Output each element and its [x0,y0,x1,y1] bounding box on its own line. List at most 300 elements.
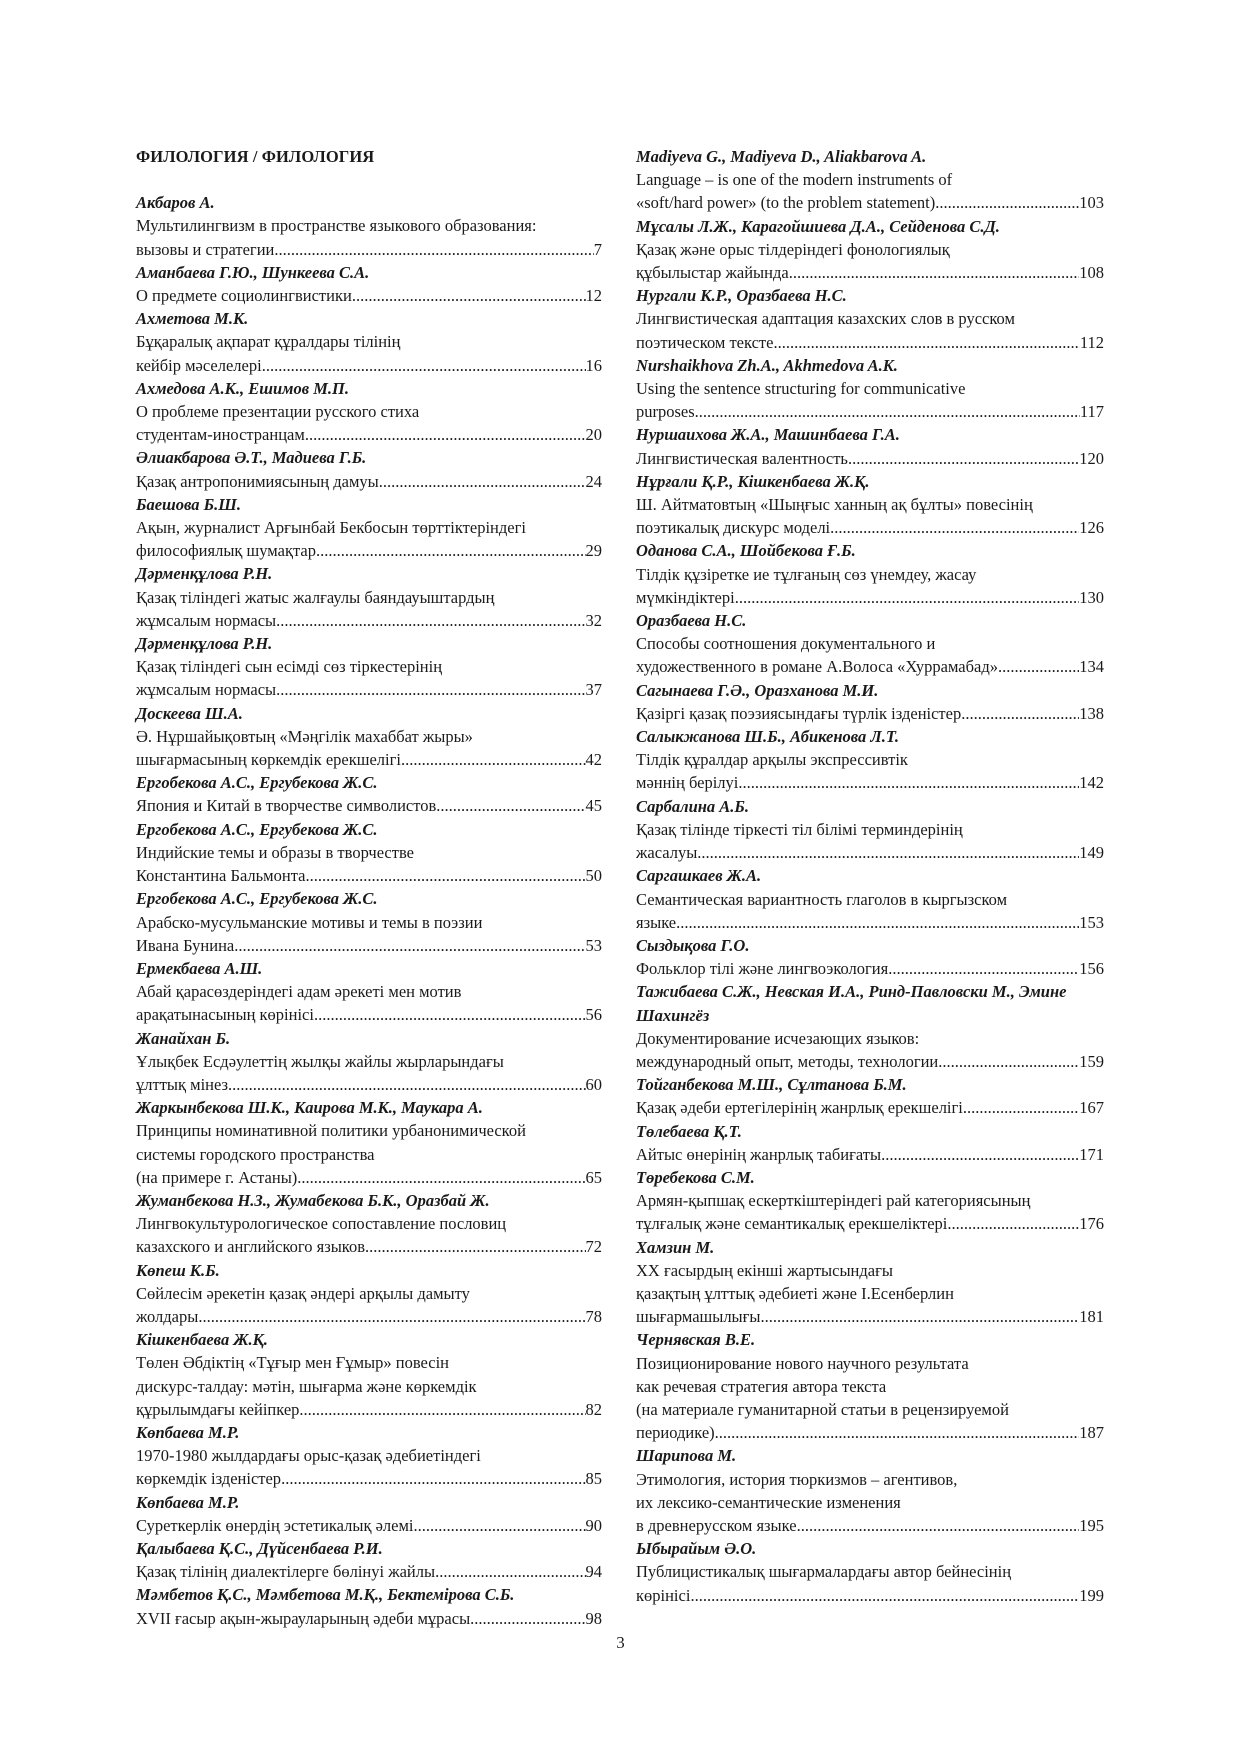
toc-entry [136,1537,602,1583]
entry-authors: Ергобекова А.С., Ергубекова Ж.С. [136,819,378,839]
entry-authors: Хамзин М. [636,1237,715,1257]
dot-leader [935,191,1079,214]
entry-title-line [636,1096,1104,1119]
entry-title-text: жұмсалым нормасы [136,680,277,700]
entry-authors: Көпеш К.Б. [136,1260,220,1280]
entry-title-text: студентам-иностранцам [136,425,305,445]
entry-authors: Аманбаева Г.Ю., Шункеева С.А. [136,262,370,282]
entry-page-number: 50 [585,866,602,886]
toc-list-left [136,191,602,1630]
entry-title-text: Айтыс өнерінің жанрлық табиғаты [636,1144,882,1164]
entry-title-text: казахского и английского языков [136,1237,366,1257]
entry-page-number: 98 [585,1608,602,1628]
entry-title-line: Публицистикалық шығармалардағы автор бейнесінің [636,1562,1012,1582]
toc-column-right [636,145,1104,1607]
entry-title-line: Способы соотношения документального и [636,634,936,654]
entry-title-line: дискурс-талдау: мәтін, шығарма және көркемдік [136,1376,477,1396]
entry-authors: Нургали К.Р., Оразбаева Н.С. [636,286,847,306]
entry-authors: Әлиакбарова Ә.Т., Мадиева Г.Б. [136,448,367,468]
toc-entry [136,1189,602,1259]
entry-page-number: 82 [585,1399,602,1419]
entry-title-line [136,1003,602,1026]
entry-title-line: системы городского пространства [136,1144,375,1164]
entry-title-line [636,516,1104,539]
entry-title-line [636,841,1104,864]
toc-entry [636,1328,1104,1444]
entry-title-text: мүмкіндіктері [636,587,735,607]
dot-leader [305,864,585,887]
dot-leader [470,1607,585,1630]
entry-title-line [136,1467,602,1490]
entry-title-line [636,1305,1104,1328]
toc-entry [636,354,1104,424]
toc-entry [136,1421,602,1491]
dot-leader [436,794,585,817]
entry-authors: Шарипова М. [636,1446,737,1466]
entry-page-number: 181 [1079,1307,1104,1327]
entry-page-number: 156 [1079,959,1104,979]
toc-list-right [636,145,1104,1607]
entry-title-line [636,191,1104,214]
entry-page-number: 94 [585,1562,602,1582]
entry-title-line: Бұқаралық ақпарат құралдары тілінің [136,332,401,352]
entry-title-line [136,1607,602,1630]
toc-entry [636,1236,1104,1329]
entry-title-line [636,771,1104,794]
entry-page-number: 90 [585,1515,602,1535]
entry-title-line: 1970-1980 жылдардағы орыс-қазақ әдебиетіндегі [136,1446,481,1466]
dot-leader [414,1514,586,1537]
entry-page-number: 171 [1079,1144,1104,1164]
dot-leader [676,911,1079,934]
entry-authors: Баешова Б.Ш. [136,494,241,514]
toc-entry [636,609,1104,679]
entry-title-line [136,1073,602,1096]
entry-title-line: Индийские темы и образы в творчестве [136,842,414,862]
toc-entry [136,702,602,772]
toc-entry [636,864,1104,934]
toc-entry [136,1259,602,1329]
dot-leader [305,423,586,446]
entry-title-text: Фольклор тілі және лингвоэкология [636,959,889,979]
entry-authors: Жанайхан Б. [136,1028,231,1048]
dot-leader [797,1514,1080,1537]
entry-title-line [636,1514,1104,1537]
entry-title-line: қазақтың ұлттық әдебиеті және І.Есенберлин [636,1283,954,1303]
entry-page-number: 32 [585,610,602,630]
dot-leader [276,678,585,701]
entry-authors: Салыкжанова Ш.Б., Абикенова Л.Т. [636,727,900,747]
entry-page-number: 29 [585,541,602,561]
dot-leader [888,957,1079,980]
toc-entry [636,934,1104,980]
entry-title-line [636,261,1104,284]
entry-title-line [636,1584,1104,1607]
entry-authors: Тойганбекова М.Ш., Сұлтанова Б.М. [636,1075,907,1095]
toc-entry [136,377,602,447]
entry-title-line: Language – is one of the modern instruments of [636,170,953,190]
entry-title-text: кейбір мәселелері [136,355,262,375]
entry-title-line: XX ғасырдың екінші жартысындағы [636,1260,893,1280]
entry-authors: Көпбаева М.Р. [136,1422,240,1442]
dot-leader [234,934,585,957]
entry-title-text: (на примере г. Астаны) [136,1167,298,1187]
dot-leader [961,702,1079,725]
entry-title-line [636,957,1104,980]
toc-entry [136,887,602,957]
toc-entry [636,145,1104,215]
dot-leader [274,238,593,261]
entry-page-number: 176 [1079,1214,1104,1234]
entry-title-line: Ақын, журналист Арғынбай Бекбосын төрттіктеріндегі [136,518,526,538]
entry-title-text: Суреткерлік өнердің эстетикалық әлемі [136,1515,414,1535]
toc-entry [636,539,1104,609]
toc-entry [636,1120,1104,1166]
entry-title-line: Қазақ және орыс тілдеріндегі фонологиялық [636,239,950,259]
entry-page-number: 195 [1079,1515,1104,1535]
entry-authors: Қалыбаева Қ.С., Дүйсенбаева Р.И. [136,1538,383,1558]
entry-title-line [136,934,602,957]
entry-authors: Көпбаева М.Р. [136,1492,240,1512]
entry-title-text: в древнерусском языке [636,1515,797,1535]
entry-title-text: Лингвистическая валентность [636,448,848,468]
entry-title-line [636,1050,1104,1073]
toc-entry [136,1328,602,1421]
entry-page-number: 117 [1079,402,1104,422]
entry-title-line: Армян-қыпшақ ескерткіштеріндегі рай категориясының [636,1191,1031,1211]
entry-page-number: 20 [585,425,602,445]
dot-leader [697,841,1079,864]
dot-leader [715,1421,1080,1444]
entry-page-number: 159 [1079,1051,1104,1071]
entry-page-number: 120 [1079,448,1104,468]
toc-entry [636,980,1104,1073]
dot-leader [881,1143,1079,1166]
entry-title-line: Документирование исчезающих языков: [636,1028,920,1048]
dot-leader [379,470,586,493]
entry-authors: Дәрменқұлова Р.Н. [136,564,273,584]
dot-leader [401,748,586,771]
entry-title-line [636,1212,1104,1235]
entry-page-number: 12 [585,286,602,306]
entry-authors: Мұсалы Л.Ж., Карагойшиева Д.А., Сейденова С.Д. [636,216,1000,236]
entry-title-line: Қазақ тіліндегі сын есімді сөз тіркестерінің [136,657,443,677]
entry-title-line [636,1143,1104,1166]
toc-entry [136,562,602,632]
entry-title-line: Этимология, история тюркизмов – агентивов, [636,1469,958,1489]
toc-entry [136,307,602,377]
entry-title-text: языке [636,912,677,932]
entry-title-text: жолдары [136,1306,199,1326]
entry-title-line [136,1398,602,1421]
page-number: 3 [616,1633,625,1652]
dot-leader [281,1467,585,1490]
entry-title-text: Ивана Бунина [136,935,235,955]
entry-authors: Ахметова М.К. [136,309,249,329]
dot-leader [276,609,585,632]
dot-leader [738,771,1079,794]
entry-title-line: Мультилингвизм в пространстве языкового образования: [136,216,537,236]
entry-page-number: 60 [585,1074,602,1094]
section-heading: ФИЛОЛОГИЯ / ФИЛОЛОГИЯ [136,147,375,166]
entry-title-text: тұлғалық және семантикалық ерекшеліктері [636,1214,948,1234]
entry-page-number: 56 [585,1005,602,1025]
dot-leader [789,261,1080,284]
entry-title-line: Қазақ тіліндегі жатыс жалғаулы баяндауыштардың [136,587,495,607]
dot-leader [773,331,1079,354]
dot-leader [998,655,1079,678]
entry-title-text: көрінісі [636,1585,691,1605]
toc-entry [636,1537,1104,1607]
entry-title-line [136,284,602,307]
entry-title-line: Абай қарасөздеріндегі адам әрекеті мен мотив [136,982,462,1002]
entry-title-line: Позиционирование нового научного результата [636,1353,969,1373]
entry-title-line [636,655,1104,678]
entry-authors: Тажибаева С.Ж., Невская И.А., Ринд-Павловски М., Эмине Шахингёз [636,982,1067,1025]
entry-title-text: художественного в романе А.Волоса «Хуррамабад» [636,657,998,677]
entry-title-line [136,1235,602,1258]
entry-title-line: (на материале гуманитарной статьи в рецензируемой [636,1399,1009,1419]
toc-entry [636,215,1104,285]
entry-title-line [636,1421,1104,1444]
entry-title-text: Қазақ әдеби ертегілерінің жанрлық ерекшелігі [636,1098,963,1118]
entry-title-line: Сөйлесім әрекетін қазақ әндері арқылы дамыту [136,1283,470,1303]
toc-entry [136,493,602,563]
dot-leader [947,1212,1079,1235]
entry-title-text: поэтикалық дискурс моделі [636,518,831,538]
toc-entry [636,679,1104,725]
entry-title-line: Тілдік құзіретке ие тұлғаның сөз үнемдеу, жасау [636,564,977,584]
entry-title-line [136,609,602,632]
entry-page-number: 126 [1079,518,1104,538]
entry-authors: Сыздықова Г.О. [636,935,750,955]
entry-page-number: 7 [593,239,602,259]
entry-page-number: 187 [1079,1423,1104,1443]
entry-title-line [136,539,602,562]
dot-leader [299,1398,585,1421]
dot-leader [690,1584,1079,1607]
entry-page-number: 72 [585,1237,602,1257]
entry-title-text: философиялық шумақтар [136,541,316,561]
entry-title-line [136,748,602,771]
entry-title-line: как речевая стратегия автора текста [636,1376,887,1396]
entry-authors: Сагынаева Г.Ә., Оразханова М.И. [636,680,879,700]
dot-leader [314,1003,586,1026]
entry-authors: Жаркынбекова Ш.К., Каирова М.К., Маукара А. [136,1098,483,1118]
entry-title-line: Лингвокультурологическое сопоставление пословиц [136,1214,507,1234]
entry-page-number: 85 [585,1469,602,1489]
entry-authors: Nurshaikhova Zh.A., Akhmedova A.K. [636,355,898,375]
dot-leader [435,1560,585,1583]
entry-authors: Сарбалина А.Б. [636,796,750,816]
toc-entry [636,725,1104,795]
entry-title-text: Япония и Китай в творчестве символистов [136,796,437,816]
entry-page-number: 199 [1079,1585,1104,1605]
entry-authors: Ахмедова А.К., Ешимов М.П. [136,378,349,398]
entry-title-line [136,864,602,887]
dot-leader [262,354,586,377]
entry-title-line: Тілдік құралдар арқылы экспрессивтік [636,750,908,770]
entry-title-text: арақатынасының көрінісі [136,1005,314,1025]
toc-entry [636,284,1104,354]
entry-authors: Акбаров А. [136,193,215,213]
toc-entry [636,423,1104,469]
entry-authors: Madiyeva G., Madiyeva D., Aliakbarova A. [636,147,927,166]
entry-page-number: 149 [1079,843,1104,863]
dot-leader [735,586,1080,609]
dot-leader [848,447,1079,470]
entry-title-text: Қазақ антропонимиясының дамуы [136,471,379,491]
toc-entry [136,191,602,261]
entry-title-line: О проблеме презентации русского стиха [136,402,420,422]
entry-authors: Оданова С.А., Шойбекова Ғ.Б. [636,541,856,561]
dot-leader [228,1073,585,1096]
entry-title-line: Ұлықбек Есдәулеттің жылқы жайлы жырларындағы [136,1051,504,1071]
entry-title-text: жұмсалым нормасы [136,610,277,630]
entry-page-number: 138 [1079,703,1104,723]
dot-leader [352,284,586,307]
toc-entry [136,1491,602,1537]
entry-authors: Төлебаева Қ.Т. [636,1121,742,1141]
entry-page-number: 24 [585,471,602,491]
entry-authors: Дәрменқұлова Р.Н. [136,634,273,654]
entry-page-number: 108 [1079,263,1104,283]
entry-authors: Мәмбетов Қ.С., Мәмбетова М.Қ., Бектемірова С.Б. [136,1585,515,1605]
entry-title-line [136,1560,602,1583]
toc-entry [636,795,1104,865]
entry-title-line [136,678,602,701]
entry-authors: Кішкенбаева Ж.Қ. [136,1330,268,1350]
toc-entry [136,771,602,817]
entry-title-line [636,447,1104,470]
entry-page-number: 167 [1079,1098,1104,1118]
entry-title-line: Арабско-мусульманские мотивы и темы в поэзии [136,912,483,932]
entry-title-line [136,1514,602,1537]
entry-title-line: их лексико-семантические изменения [636,1492,901,1512]
entry-title-text: вызовы и стратегии [136,239,275,259]
entry-title-line: Қазақ тілінде тіркесті тіл білімі терминдерінің [636,819,963,839]
dot-leader [695,400,1080,423]
entry-title-line [136,354,602,377]
entry-page-number: 65 [585,1167,602,1187]
entry-title-text: международный опыт, методы, технологии [636,1051,939,1071]
entry-authors: Ергобекова А.С., Ергубекова Ж.С. [136,889,378,909]
entry-title-line [136,1166,602,1189]
entry-title-line [636,911,1104,934]
entry-title-line [636,702,1104,725]
entry-title-text: О предмете социолингвистики [136,286,352,306]
entry-page-number: 112 [1079,332,1104,352]
entry-title-line: Ә. Нұршайықовтың «Мәңгілік махаббат жыры» [136,726,473,746]
toc-entry [136,446,602,492]
entry-title-line [136,470,602,493]
entry-authors: Нуршаихова Ж.А., Машинбаева Г.А. [636,425,900,445]
entry-title-text: Қазақ тілінің диалектілерге бөлінуі жайлы [136,1562,436,1582]
entry-title-text: көркемдік ізденістер [136,1469,282,1489]
entry-title-line [136,1305,602,1328]
entry-page-number: 103 [1079,193,1104,213]
entry-page-number: 45 [585,796,602,816]
entry-title-line [636,331,1104,354]
entry-title-text: Қазіргі қазақ поэзиясындағы түрлік ізденістер [636,703,962,723]
toc-entry [136,261,602,307]
entry-title-text: ұлттық мінез [136,1074,229,1094]
entry-authors: Нұрғали Қ.Р., Кішкенбаева Ж.Қ. [636,471,870,491]
dot-leader [316,539,586,562]
entry-title-line: Принципы номинативной политики урбанонимической [136,1121,526,1141]
entry-page-number: 37 [585,680,602,700]
entry-page-number: 130 [1079,587,1104,607]
toc-entry [636,1073,1104,1119]
entry-title-text: purposes [636,402,695,422]
entry-authors: Доскеева Ш.А. [136,703,243,723]
entry-title-line [136,423,602,446]
dot-leader [938,1050,1079,1073]
entry-page-number: 42 [585,750,602,770]
entry-title-text: жасалуы [636,843,698,863]
entry-title-line [636,400,1104,423]
entry-title-line: Using the sentence structuring for communicative [636,379,966,399]
entry-title-line [136,794,602,817]
entry-authors: Саргашкаев Ж.А. [636,866,762,886]
toc-entry [636,470,1104,540]
dot-leader [963,1096,1079,1119]
entry-title-line: Төлен Әбдіктің «Тұғыр мен Ғұмыр» повесін [136,1353,449,1373]
entry-title-line: Семантическая вариантность глаголов в кыргызском [636,889,1008,909]
dot-leader [198,1305,585,1328]
entry-page-number: 78 [585,1306,602,1326]
entry-page-number: 134 [1079,657,1104,677]
entry-title-text: периодике) [636,1423,715,1443]
toc-column-left [136,145,602,1630]
entry-authors: Ермекбаева А.Ш. [136,958,263,978]
dot-leader [830,516,1079,539]
entry-title-text: шығармасының көркемдік ерекшелігі [136,750,401,770]
entry-authors: Ергобекова А.С., Ергубекова Ж.С. [136,773,378,793]
entry-authors: Чернявская В.Е. [636,1330,756,1350]
entry-title-text: мәннің берілуі [636,773,739,793]
toc-entry [136,632,602,702]
entry-authors: Жуманбекова Н.З., Жумабекова Б.К., Оразбай Ж. [136,1190,490,1210]
entry-page-number: 53 [585,935,602,955]
entry-title-text: шығармашылығы [636,1307,761,1327]
entry-authors: Оразбаева Н.С. [636,611,747,631]
entry-title-line: Ш. Айтматовтың «Шыңғыс ханның ақ бұлты» повесінің [636,495,1033,515]
toc-entry [636,1444,1104,1537]
toc-entry [636,1166,1104,1236]
toc-entry [136,1096,602,1189]
entry-title-text: Константина Бальмонта [136,866,306,886]
entry-page-number: 153 [1079,912,1104,932]
dot-leader [761,1305,1080,1328]
entry-page-number: 16 [585,355,602,375]
dot-leader [365,1235,585,1258]
dot-leader [297,1166,585,1189]
entry-title-text: XVII ғасыр ақын-жырауларының әдеби мұрасы [136,1608,471,1628]
entry-title-line [136,238,602,261]
toc-entry [136,1027,602,1097]
entry-title-text: поэтическом тексте [636,332,774,352]
entry-authors: Төребекова С.М. [636,1167,755,1187]
toc-entry [136,957,602,1027]
entry-title-line [636,586,1104,609]
entry-title-text: құрылымдағы кейіпкер [136,1399,300,1419]
toc-entry [136,1583,602,1629]
entry-page-number: 142 [1079,773,1104,793]
entry-title-text: құбылыстар жайында [636,263,789,283]
entry-authors: Ыбырайым Ә.О. [636,1539,757,1559]
entry-title-text: «soft/hard power» (to the problem statement) [636,193,936,213]
